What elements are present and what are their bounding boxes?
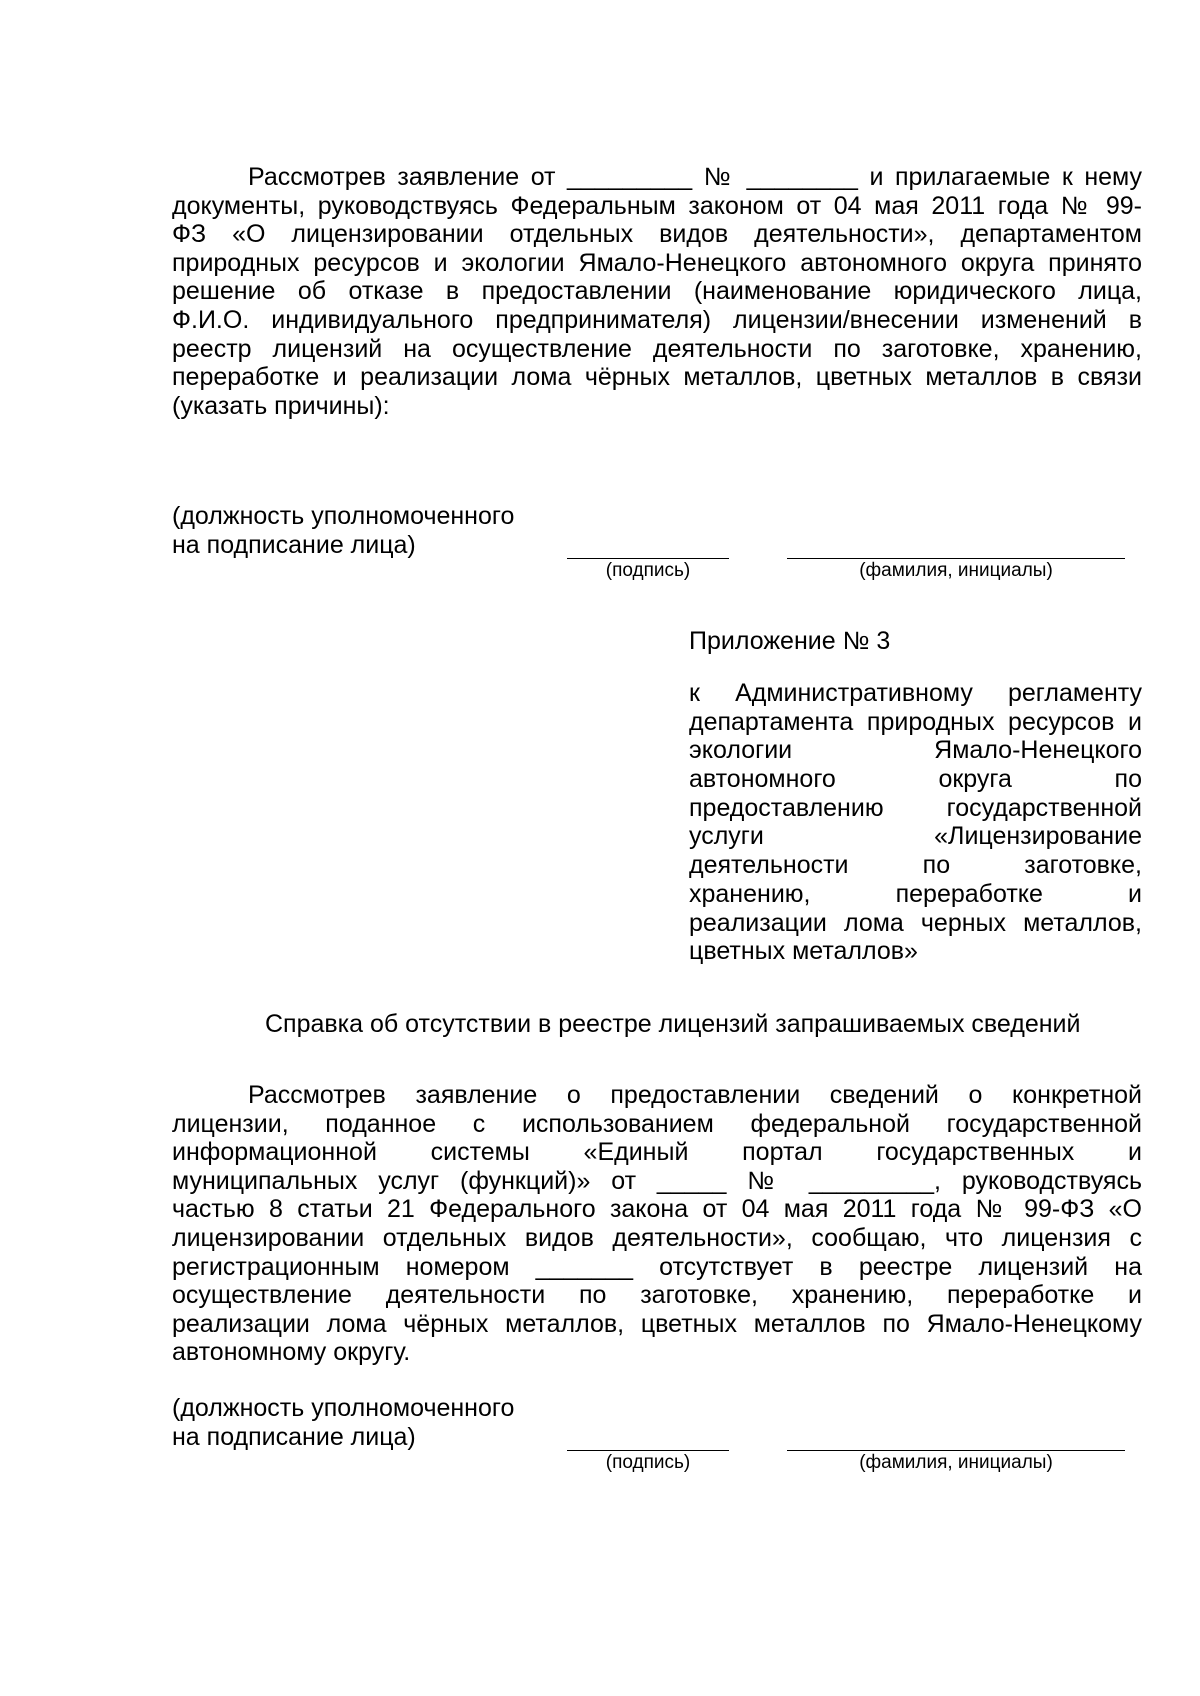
appendix-title: Приложение № 3 <box>689 627 891 655</box>
paragraph-line: автономному округу. <box>172 1338 411 1367</box>
paragraph-line: Рассмотрев заявление от _________ № ________ и прилагаемые к нему <box>248 163 1142 191</box>
paragraph-line: переработке и реализации лома чёрных металлов, цветных металлов в связи <box>172 363 1142 392</box>
paragraph-line: информационной системы «Единый портал государственных и <box>172 1138 1142 1167</box>
appendix-line: департамента природных ресурсов и <box>689 707 1142 736</box>
signatory-line: (должность уполномоченного <box>172 1394 515 1422</box>
signature-caption: (подпись) <box>605 560 691 581</box>
paragraph-line: муниципальных услуг (функций)» от _____ № _________, руководствуясь <box>172 1166 1142 1195</box>
name-caption: (фамилия, инициалы) <box>859 1452 1053 1473</box>
appendix-line: цветных металлов» <box>689 937 918 966</box>
name-line <box>787 558 1125 559</box>
certificate-heading: Справка об отсутствии в реестре лицензий запрашиваемых сведений <box>265 1010 1081 1038</box>
appendix-line: деятельности по заготовке, <box>689 851 1142 880</box>
paragraph-line: Ф.И.О. индивидуального предпринимателя) лицензии/внесении изменений в <box>172 305 1142 334</box>
paragraph-line: Рассмотрев заявление о предоставлении сведений о конкретной <box>248 1081 1142 1109</box>
signature-line <box>567 558 729 559</box>
paragraph-line: ФЗ «О лицензировании отдельных видов деятельности», департаментом <box>172 220 1142 249</box>
appendix-line: реализации лома черных металлов, <box>689 908 1142 937</box>
paragraph-line: (указать причины): <box>172 391 390 420</box>
name-caption: (фамилия, инициалы) <box>859 560 1053 581</box>
signatory-position-label <box>172 1394 514 1451</box>
signatory-line: (должность уполномоченного <box>172 502 515 530</box>
paragraph-line: реестр лицензий на осуществление деятельности по заготовке, хранению, <box>172 334 1142 363</box>
signature-line <box>567 1450 729 1451</box>
signatory-line: на подписание лица) <box>172 530 416 559</box>
name-line <box>787 1450 1125 1451</box>
appendix-line: услуги «Лицензирование <box>689 822 1142 851</box>
paragraph-line: лицензии, поданное с использованием федеральной государственной <box>172 1109 1142 1138</box>
refusal-paragraph <box>172 163 1142 420</box>
paragraph-line: решение об отказе в предоставлении (наименование юридического лица, <box>172 277 1142 306</box>
paragraph-line: реализации лома чёрных металлов, цветных металлов по Ямало-Ненецкому <box>172 1309 1142 1338</box>
paragraph-line: регистрационным номером _______ отсутствует в реестре лицензий на <box>172 1252 1142 1281</box>
signatory-line: на подписание лица) <box>172 1422 416 1451</box>
paragraph-line: частью 8 статьи 21 Федерального закона от 04 мая 2011 года № 99-ФЗ «О <box>172 1195 1142 1224</box>
appendix-line: экологии Ямало-Ненецкого <box>689 736 1142 765</box>
certificate-paragraph <box>172 1081 1142 1367</box>
signature-caption: (подпись) <box>605 1452 691 1473</box>
appendix-line: хранению, переработке и <box>689 879 1142 908</box>
appendix-line: автономного округа по <box>689 765 1142 794</box>
paragraph-line: лицензировании отдельных видов деятельности», сообщаю, что лицензия с <box>172 1223 1142 1252</box>
paragraph-line: осуществление деятельности по заготовке, хранению, переработке и <box>172 1281 1142 1310</box>
signatory-position-label <box>172 502 514 559</box>
paragraph-line: природных ресурсов и экологии Ямало-Ненецкого автономного округа принято <box>172 248 1142 277</box>
appendix-line: к Административному регламенту <box>689 679 1142 707</box>
paragraph-line: документы, руководствуясь Федеральным законом от 04 мая 2011 года № 99- <box>172 191 1142 220</box>
appendix-reference <box>689 679 1142 966</box>
appendix-line: предоставлению государственной <box>689 793 1142 822</box>
